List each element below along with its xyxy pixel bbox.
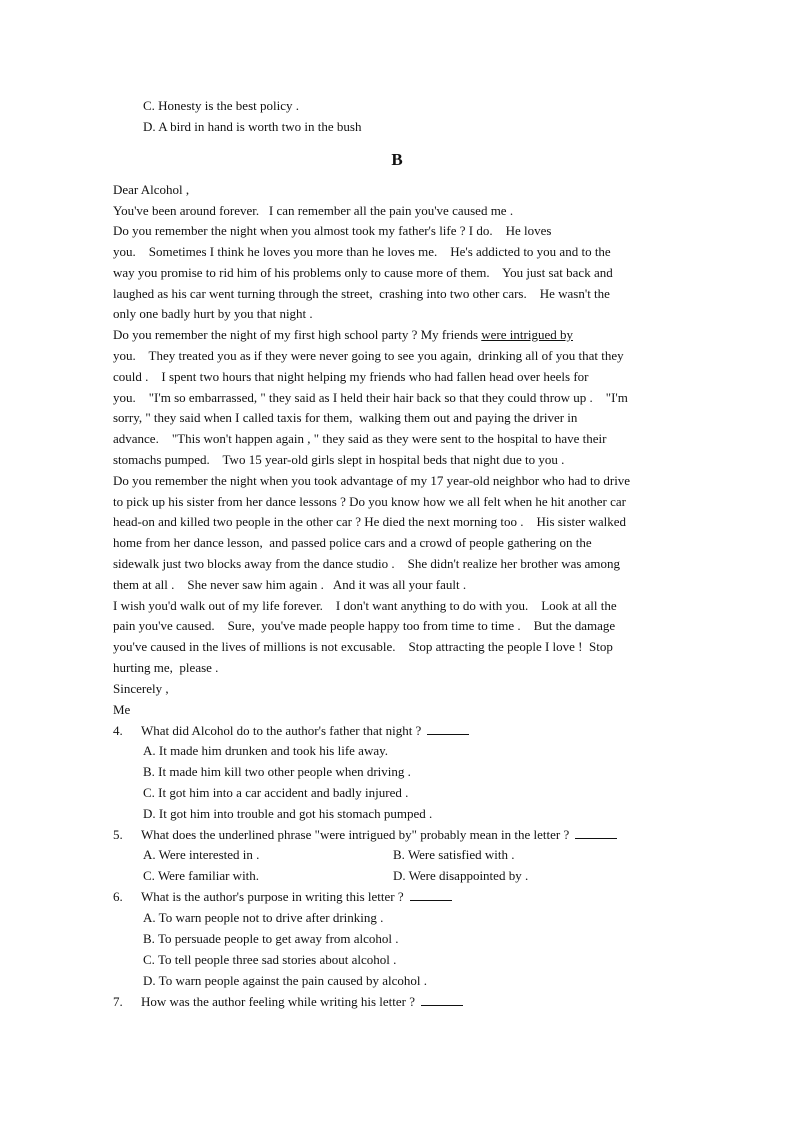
letter-line: could . I spent two hours that night helping my friends who had fallen head over heels for (113, 369, 589, 384)
letter-signature: Me (113, 702, 131, 717)
question-text: What is the author's purpose in writing this letter ? (141, 889, 452, 905)
letter-line: way you promise to rid him of his problems only to cause more of them. You just sat back and (113, 265, 613, 280)
letter-line: home from her dance lesson, and passed police cars and a crowd of people gathering on the (113, 535, 592, 550)
option[interactable]: D. It got him into trouble and got his stomach pumped . (143, 806, 433, 821)
option[interactable]: C. Were familiar with. (143, 868, 260, 883)
prev-option-c: C. Honesty is the best policy . (143, 98, 299, 113)
letter-line: Do you remember the night when you took advantage of my 17 year-old neighbor who had to drive (113, 473, 631, 488)
prev-option-d: D. A bird in hand is worth two in the bush (143, 119, 362, 134)
letter-line: I wish you'd walk out of my life forever. I don't want anything to do with you. Look at all the (113, 598, 617, 613)
option[interactable]: D. Were disappointed by . (393, 868, 529, 883)
answer-blank[interactable] (410, 889, 452, 901)
letter-line: to pick up his sister from her dance lessons ? Do you know how we all felt when he hit another car (113, 494, 627, 509)
option[interactable]: B. Were satisfied with . (393, 847, 515, 862)
question-number: 7. (113, 994, 123, 1009)
question-number: 4. (113, 723, 123, 738)
underlined-phrase: were intrigued by (481, 327, 573, 342)
letter-line: advance. "This won't happen again , " they said as they were sent to the hospital to have their (113, 431, 607, 446)
answer-blank[interactable] (421, 994, 463, 1006)
option[interactable]: C. To tell people three sad stories about alcohol . (143, 952, 397, 967)
letter-line: sorry, " they said when I called taxis for them, walking them out and paying the driver in (113, 410, 578, 425)
option[interactable]: A. It made him drunken and took his life away. (143, 743, 389, 758)
letter-greeting: Dear Alcohol , (113, 182, 190, 197)
letter-line: stomachs pumped. Two 15 year-old girls slept in hospital beds that night due to you . (113, 452, 565, 467)
answer-blank[interactable] (427, 723, 469, 735)
letter-line: pain you've caused. Sure, you've made people happy too from time to time . But the damage (113, 618, 616, 633)
letter-line: sidewalk just two blocks away from the dance studio . She didn't realize her brother was among (113, 556, 621, 571)
letter-line: you. "I'm so embarrassed, " they said as I held their hair back so that they could throw up . "I'm (113, 390, 628, 405)
question-text: What does the underlined phrase "were intrigued by" probably mean in the letter ? (141, 827, 617, 843)
question-text: How was the author feeling while writing his letter ? (141, 994, 463, 1010)
option[interactable]: B. It made him kill two other people when driving . (143, 764, 411, 779)
option[interactable]: C. It got him into a car accident and badly injured . (143, 785, 409, 800)
letter-line: Do you remember the night of my first high school party ? My friends were intrigued by (113, 327, 573, 342)
question-number: 6. (113, 889, 123, 904)
letter-line: you. Sometimes I think he loves you more than he loves me. He's addicted to you and to the (113, 244, 611, 259)
question-text: What did Alcohol do to the author's father that night ? (141, 723, 469, 739)
question-number: 5. (113, 827, 123, 842)
answer-blank[interactable] (575, 827, 617, 839)
option[interactable]: D. To warn people against the pain caused by alcohol . (143, 973, 428, 988)
option[interactable]: A. Were interested in . (143, 847, 260, 862)
section-title: B (391, 150, 403, 169)
letter-closing: Sincerely , (113, 681, 169, 696)
letter-line: hurting me, please . (113, 660, 219, 675)
letter-line: Do you remember the night when you almost took my father's life ? I do. He loves (113, 223, 552, 238)
letter-line: laughed as his car went turning through the street, crashing into two other cars. He wasn't the (113, 286, 610, 301)
letter-line: only one badly hurt by you that night . (113, 306, 313, 321)
letter-line: head-on and killed two people in the other car ? He died the next morning too . His sister walked (113, 514, 626, 529)
letter-line: you. They treated you as if they were never going to see you again, drinking all of you that they (113, 348, 624, 363)
letter-line: You've been around forever. I can remember all the pain you've caused me . (113, 203, 514, 218)
letter-line: them at all . She never saw him again . And it was all your fault . (113, 577, 467, 592)
option[interactable]: B. To persuade people to get away from alcohol . (143, 931, 399, 946)
option[interactable]: A. To warn people not to drive after drinking . (143, 910, 384, 925)
letter-line: you've caused in the lives of millions is not excusable. Stop attracting the people I love ! Stop (113, 639, 613, 654)
